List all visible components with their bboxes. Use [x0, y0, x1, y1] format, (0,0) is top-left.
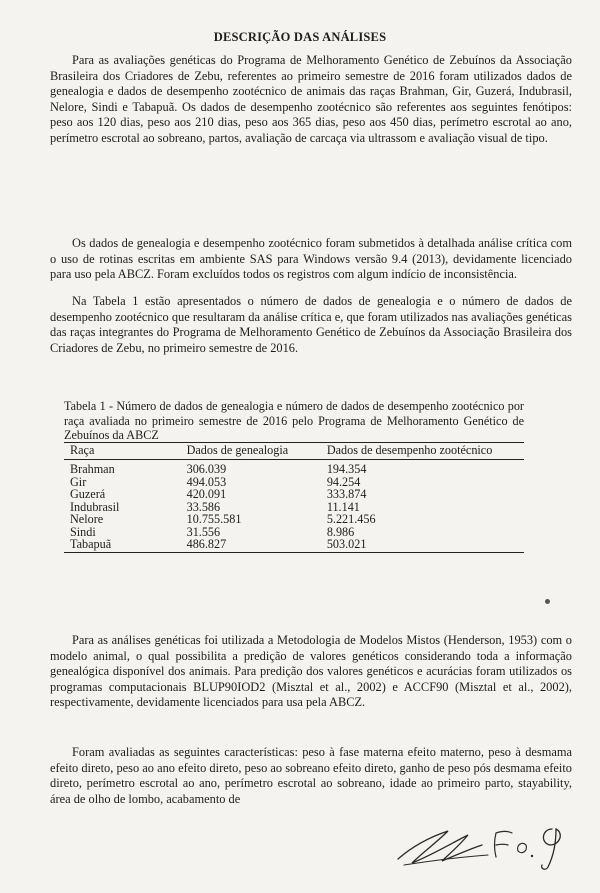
table-cell: 11.141 [326, 499, 360, 514]
table-row [64, 526, 524, 539]
table-row [64, 513, 524, 526]
paragraph-table-intro: Na Tabela 1 estão apresentados o número de dados de genealogia e o número de dados de desempenho zootécnico que resultaram da análise crítica e, que foram utilizados nas avaliações genéticas das raças integrantes do Programa de Melhoramento Genético de Zebuínos da Associação Brasileira dos Criadores de Zebu, no primeiro semestre de 2016. [50, 294, 572, 355]
table-cell: 503.021 [327, 538, 524, 552]
table-cell: 194.354 [326, 462, 367, 476]
column-header-genealogia: Dados de genealogia [187, 443, 327, 460]
table-cell: 8.986 [326, 524, 355, 539]
table-cell: 333.874 [326, 487, 367, 501]
table-cell: 420.091 [186, 487, 227, 501]
table-cell: Tabapuã [64, 538, 187, 552]
table-row [64, 488, 524, 501]
hole-punch-mark [545, 599, 550, 604]
column-header-raca: Raça [64, 443, 187, 460]
table-cell: 10.755.581 [186, 512, 242, 526]
table-cell: Indubrasil [70, 499, 120, 514]
table-cell: Sindi [70, 524, 96, 539]
table-cell: 94.254 [326, 474, 361, 489]
table-row [64, 460, 524, 476]
table-cell: Gir [70, 474, 87, 489]
table-row [64, 538, 524, 552]
data-table [64, 442, 524, 553]
table-cell: Guzerá [70, 487, 106, 501]
paragraph-traits: Foram avaliadas as seguintes características: peso à fase materna efeito materno, peso à desmama efeito direto, peso ao ano efeito direto, peso ao sobreano efeito direto, ganho de peso pós desmama efeito direto, perímetro escrotal ao ano, perímetro escrotal ao sobreano, idade ao primeiro parto, stayability, área de olho de lombo, acabamento de [50, 745, 572, 806]
table-cell: 33.586 [186, 499, 221, 514]
table-cell: 306.039 [186, 462, 227, 476]
table-row [64, 476, 524, 489]
paragraph-intro: Para as avaliações genéticas do Programa de Melhoramento Genético de Zebuínos da Associação Brasileira dos Criadores de Zebu, referentes ao primeiro semestre de 2016 foram utilizados dados de genealogia e dados de desempenho zootécnico de animais das raças Brahman, Gir, Guzerá, Indubrasil, Nelore, Sindi e Tabapuã. Os dados de desempenho zootécnico são referentes aos seguintes fenótipos: peso aos 120 dias, peso aos 210 dias, peso aos 365 dias, peso aos 450 dias, perímetro escrotal ao ano, perímetro escrotal ao sobreano, partos, avaliação de carcaça via ultrassom e avaliação visual de tipo. [50, 53, 572, 145]
table-header-row [64, 443, 524, 460]
paragraph-data-analysis: Os dados de genealogia e desempenho zootécnico foram submetidos à detalhada análise crítica com o uso de rotinas escritas em ambiente SAS para Windows versão 9.4 (2013), devidamente licenciado para uso pela ABCZ. Foram excluídos todos os registros com algum indício de inconsistência. [50, 236, 572, 282]
table-cell: Nelore [70, 512, 104, 526]
table-cell: 486.827 [187, 538, 327, 552]
page-title: DESCRIÇÃO DAS ANÁLISES [213, 30, 387, 44]
table-cell: 494.053 [186, 474, 227, 489]
handwritten-signature-icon [390, 815, 590, 875]
table-caption: Tabela 1 - Número de dados de genealogia e número de dados de desempenho zootécnico por raça avaliada no primeiro semestre de 2016 pelo Programa de Melhoramento Genético de Zebuínos da ABCZ [64, 399, 524, 442]
column-header-desempenho: Dados de desempenho zootécnico [327, 443, 524, 460]
table-cell: Brahman [70, 462, 115, 476]
table-cell: 31.556 [186, 524, 221, 539]
table-row [64, 501, 524, 514]
paragraph-methodology: Para as análises genéticas foi utilizada a Metodologia de Modelos Mistos (Henderson, 1953) com o modelo animal, o qual possibilita a predição de valores genéticos considerando toda a informação genealógica disponível dos animais. Para predição dos valores genéticos e acurácias foram utilizados os programas computacionais BLUP90IOD2 (Misztal et al., 2002) e ACCF90 (Misztal et al., 2002), respectivamente, devidamente licenciados para usa pela ABCZ. [50, 633, 572, 710]
table-cell: 5.221.456 [326, 512, 376, 526]
